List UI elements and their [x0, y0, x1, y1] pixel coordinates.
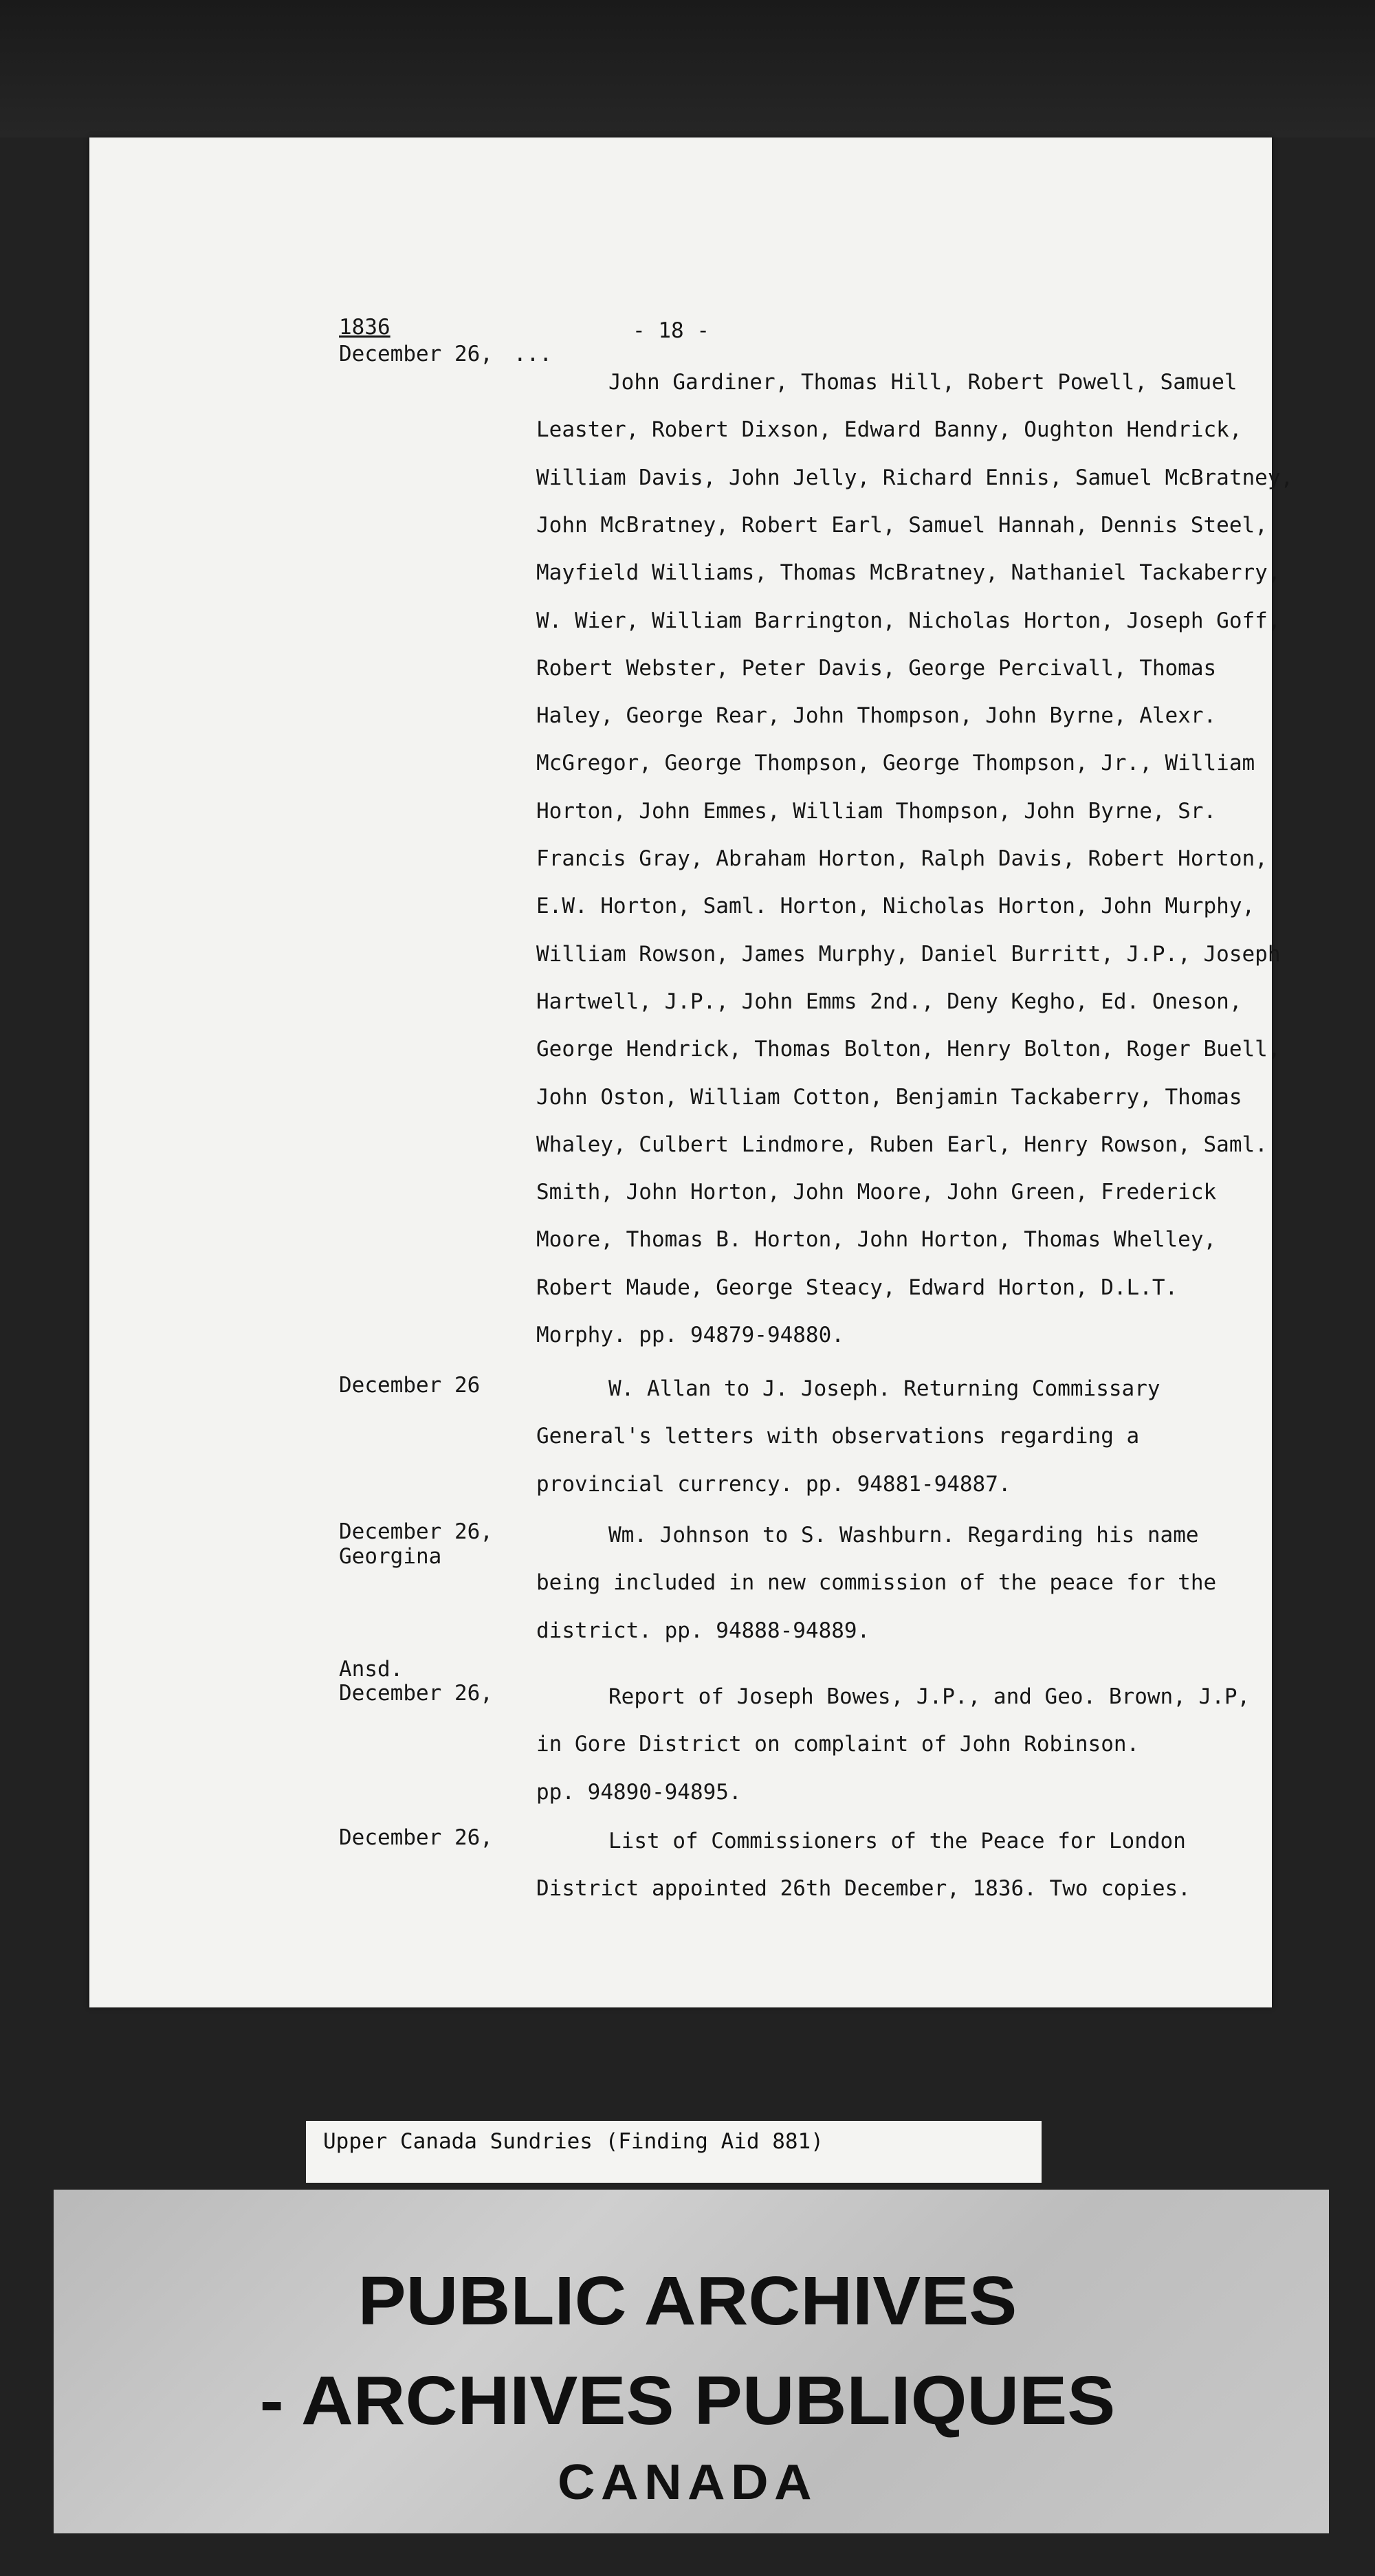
names-line: George Hendrick, Thomas Bolton, Henry Bolton, Roger Buell,: [536, 1037, 1281, 1062]
names-line: E.W. Horton, Saml. Horton, Nicholas Horton, John Murphy,: [536, 894, 1255, 919]
names-line: W. Wier, William Barrington, Nicholas Horton, Joseph Goff,: [536, 608, 1281, 633]
entry-line: district. pp. 94888-94889.: [536, 1618, 870, 1643]
names-line: Whaley, Culbert Lindmore, Ruben Earl, Henry Rowson, Saml.: [536, 1132, 1268, 1157]
finding-aid-text: Upper Canada Sundries (Finding Aid 881): [323, 2129, 824, 2154]
names-line: Francis Gray, Abraham Horton, Ralph Davis, Robert Horton,: [536, 846, 1268, 871]
names-line: Robert Webster, Peter Davis, George Percivall, Thomas: [536, 655, 1217, 681]
entry-line: provincial currency. pp. 94881-94887.: [536, 1471, 1011, 1497]
entry-line: Report of Joseph Bowes, J.P., and Geo. Brown, J.P,: [608, 1684, 1251, 1709]
year-heading: 1836: [339, 315, 390, 340]
stamp-line-1: PUBLIC ARCHIVES: [358, 2263, 1018, 2340]
page-number: - 18 -: [632, 318, 710, 343]
names-line: William Davis, John Jelly, Richard Ennis, Samuel McBratney,: [536, 465, 1294, 490]
names-line: Mayfield Williams, Thomas McBratney, Nathaniel Tackaberry,: [536, 560, 1281, 586]
entry-date: December 26,: [339, 1825, 493, 1850]
entry-line: Wm. Johnson to S. Washburn. Regarding his name: [608, 1523, 1199, 1548]
stamp-line-3: CANADA: [557, 2455, 817, 2510]
names-line: John Oston, William Cotton, Benjamin Tackaberry, Thomas: [536, 1084, 1242, 1110]
names-line: Moore, Thomas B. Horton, John Horton, Thomas Whelley,: [536, 1227, 1217, 1253]
entry-line: W. Allan to J. Joseph. Returning Commissary: [608, 1376, 1160, 1401]
names-line: Horton, John Emmes, William Thompson, John Byrne, Sr.: [536, 798, 1217, 824]
stamp-line-2: - ARCHIVES PUBLIQUES: [259, 2362, 1116, 2439]
names-line: Leaster, Robert Dixson, Edward Banny, Oughton Hendrick,: [536, 417, 1242, 443]
entry-line: being included in new commission of the peace for the: [536, 1570, 1217, 1596]
entry-date: December 26,: [339, 1519, 493, 1544]
entry-line: District appointed 26th December, 1836. Two copies.: [536, 1876, 1191, 1902]
entry-line: in Gore District on complaint of John Robinson.: [536, 1732, 1140, 1757]
names-line: McGregor, George Thompson, George Thompson, Jr., William: [536, 751, 1255, 776]
names-line: Smith, John Horton, John Moore, John Green, Frederick: [536, 1180, 1217, 1205]
entry-date: December 26,: [339, 342, 493, 366]
entry-line: General's letters with observations regarding a: [536, 1424, 1140, 1449]
names-line: Haley, George Rear, John Thompson, John Byrne, Alexr.: [536, 703, 1217, 729]
names-line: Morphy. pp. 94879-94880.: [536, 1323, 844, 1347]
names-line: John Gardiner, Thomas Hill, Robert Powell, Samuel: [608, 370, 1238, 395]
names-line: John McBratney, Robert Earl, Samuel Hannah, Dennis Steel,: [536, 512, 1268, 538]
ellipsis: ...: [514, 342, 552, 366]
entry-line: pp. 94890-94895.: [536, 1779, 742, 1805]
entry-place: Georgina: [339, 1544, 442, 1569]
entry-date: December 26,: [339, 1681, 493, 1706]
entry-line: List of Commissioners of the Peace for London: [608, 1829, 1186, 1853]
names-line: William Rowson, James Murphy, Daniel Burritt, J.P., Joseph: [536, 941, 1281, 967]
answered-note: Ansd.: [339, 1657, 404, 1682]
entry-date: December 26: [339, 1373, 481, 1398]
names-line: Hartwell, J.P., John Emms 2nd., Deny Kegho, Ed. Oneson,: [536, 989, 1242, 1014]
top-background: [0, 0, 1375, 137]
names-line: Robert Maude, George Steacy, Edward Horton, D.L.T.: [536, 1275, 1178, 1300]
